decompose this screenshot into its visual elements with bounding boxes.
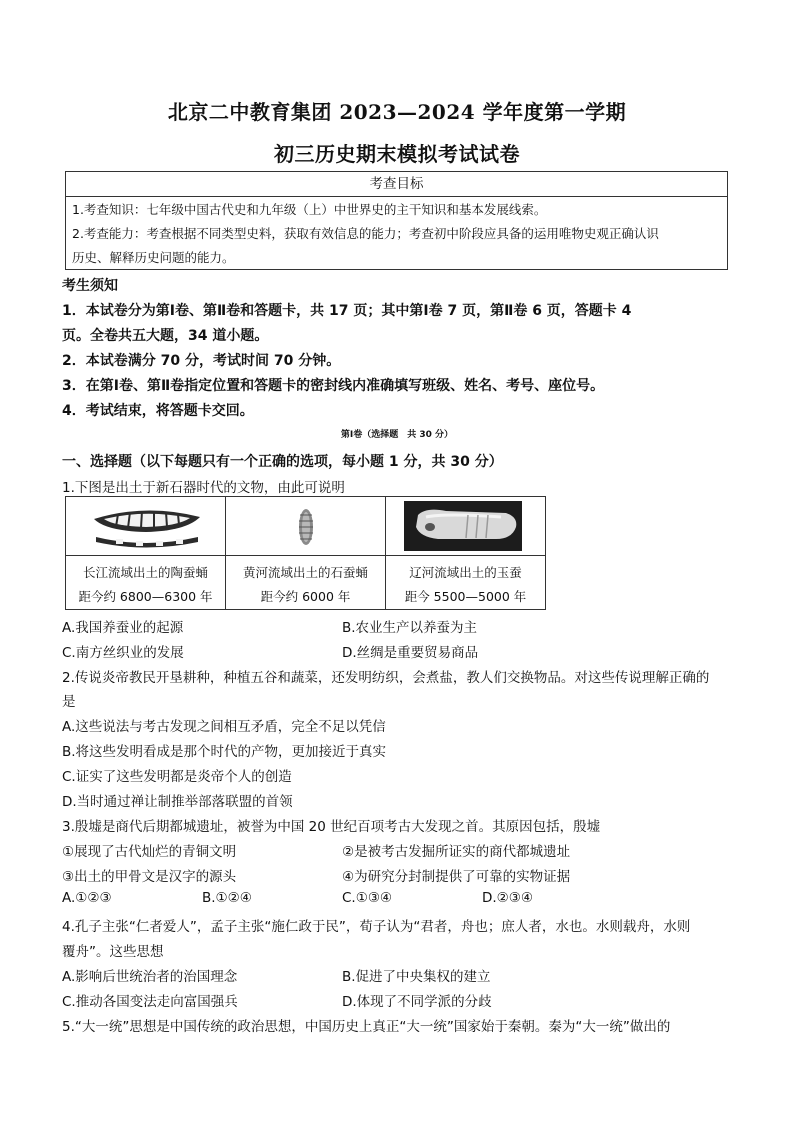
q2-stem: 2.传说炎帝教民开垦耕种，种植五谷和蔬菜，还发明纺织，会煮盐，教人们交换物品。对这些传说理解正确的 [62, 670, 710, 686]
notice-heading: 考生须知 [62, 278, 118, 294]
goals-heading: 考查目标 [66, 172, 727, 197]
q3-option-a: A.①②③ [62, 890, 112, 906]
q3-option-b: B.①②④ [202, 890, 252, 906]
q2-option-d: D.当时通过禅让制推举部落联盟的首领 [62, 794, 293, 810]
notice-item-4: 4．考试结束，将答题卡交回。 [62, 403, 254, 419]
q1-option-d: D.丝绸是重要贸易商品 [342, 645, 479, 661]
q1-option-a: A.我国养蚕业的起源 [62, 620, 184, 636]
q3-statement-4: ④为研究分封制提供了可靠的实物证据 [342, 869, 571, 885]
q3-option-d: D.②③④ [482, 890, 533, 906]
artifact-table [65, 496, 546, 610]
part-title: 第Ⅰ卷（选择题 共 30 分） [340, 430, 454, 440]
q2-option-a: A.这些说法与考古发现之间相互矛盾，完全不足以凭信 [62, 719, 386, 735]
q5-stem: 5.“大一统”思想是中国传统的政治思想，中国历史上真正“大一统”国家始于秦朝。秦为“大一统”做出的 [62, 1019, 671, 1035]
artifact-cell-1 [66, 497, 226, 609]
artifact-date-1: 距今约 6800—6300 年 [78, 589, 213, 604]
goals-table [65, 171, 728, 270]
q4-option-d: D.体现了不同学派的分歧 [342, 994, 492, 1010]
exam-title: 北京二中教育集团 2023—2024 学年度第一学期 [167, 100, 627, 124]
q3-option-c: C.①③④ [342, 890, 393, 906]
artifact-caption-1: 长江流域出土的陶蚕蛹 [82, 565, 208, 580]
goal-ability: 2.考查能力：考查根据不同类型史料，获取有效信息的能力；考查初中阶段应具备的运用唯物史观正确认识 [72, 226, 659, 241]
artifact-date-2: 距今约 6000 年 [260, 589, 351, 604]
exam-subtitle: 初三历史期末模拟考试试卷 [274, 142, 520, 166]
artifact-cell-2 [226, 497, 386, 609]
q3-statement-2: ②是被考古发掘所证实的商代都城遗址 [342, 844, 571, 860]
q2-stem-cont: 是 [62, 694, 76, 710]
jade-silkworm-image [386, 497, 545, 555]
q3-statement-3: ③出土的甲骨文是汉字的源头 [62, 869, 237, 885]
notice-item-1-cont: 页。全卷共五大题，34 道小题。 [62, 328, 269, 344]
artifact-date-3: 距今 5500—5000 年 [404, 589, 527, 604]
q4-stem: 4.孔子主张“仁者爱人”，孟子主张“施仁政于民”，荀子认为“君者，舟也；庶人者，水也。水则载舟，水则 [62, 919, 691, 935]
q1-stem: 1.下图是出土于新石器时代的文物，由此可说明 [62, 480, 345, 496]
q1-option-c: C.南方丝织业的发展 [62, 645, 184, 661]
q1-option-b: B.农业生产以养蚕为主 [342, 620, 478, 636]
goal-ability-cont: 历史、解释历史问题的能力。 [72, 250, 235, 265]
artifact-caption-3: 辽河流域出土的玉蚕 [409, 565, 522, 580]
q3-statement-1: ①展现了古代灿烂的青铜文明 [62, 844, 237, 860]
stone-silkworm-image [226, 497, 385, 555]
q4-stem-cont: 覆舟”。这些思想 [62, 944, 164, 960]
goal-knowledge: 1.考查知识：七年级中国古代史和九年级（上）中世界史的主干知识和基本发展线索。 [72, 202, 547, 217]
artifact-cell-3 [386, 497, 545, 609]
pottery-silkworm-image [66, 497, 225, 555]
artifact-caption-2: 黄河流域出土的石蚕蛹 [242, 565, 368, 580]
q2-option-b: B.将这些发明看成是那个时代的产物，更加接近于真实 [62, 744, 387, 760]
q4-option-a: A.影响后世统治者的治国理念 [62, 969, 238, 985]
q3-stem: 3.殷墟是商代后期都城遗址，被誉为中国 20 世纪百项考古大发现之首。其原因包括，殷墟 [62, 819, 601, 835]
section-heading: 一、选择题（以下每题只有一个正确的选项，每小题 1 分，共 30 分） [62, 454, 503, 470]
notice-item-1: 1．本试卷分为第Ⅰ卷、第Ⅱ卷和答题卡，共 17 页；其中第Ⅰ卷 7 页，第Ⅱ卷 6 页，答题卡 4 [62, 303, 632, 319]
q4-option-b: B.促进了中央集权的建立 [342, 969, 491, 985]
q2-option-c: C.证实了这些发明都是炎帝个人的创造 [62, 769, 292, 785]
q4-option-c: C.推动各国变法走向富国强兵 [62, 994, 238, 1010]
notice-item-2: 2．本试卷满分 70 分，考试时间 70 分钟。 [62, 353, 341, 369]
notice-item-3: 3．在第Ⅰ卷、第Ⅱ卷指定位置和答题卡的密封线内准确填写班级、姓名、考号、座位号。 [62, 378, 605, 394]
